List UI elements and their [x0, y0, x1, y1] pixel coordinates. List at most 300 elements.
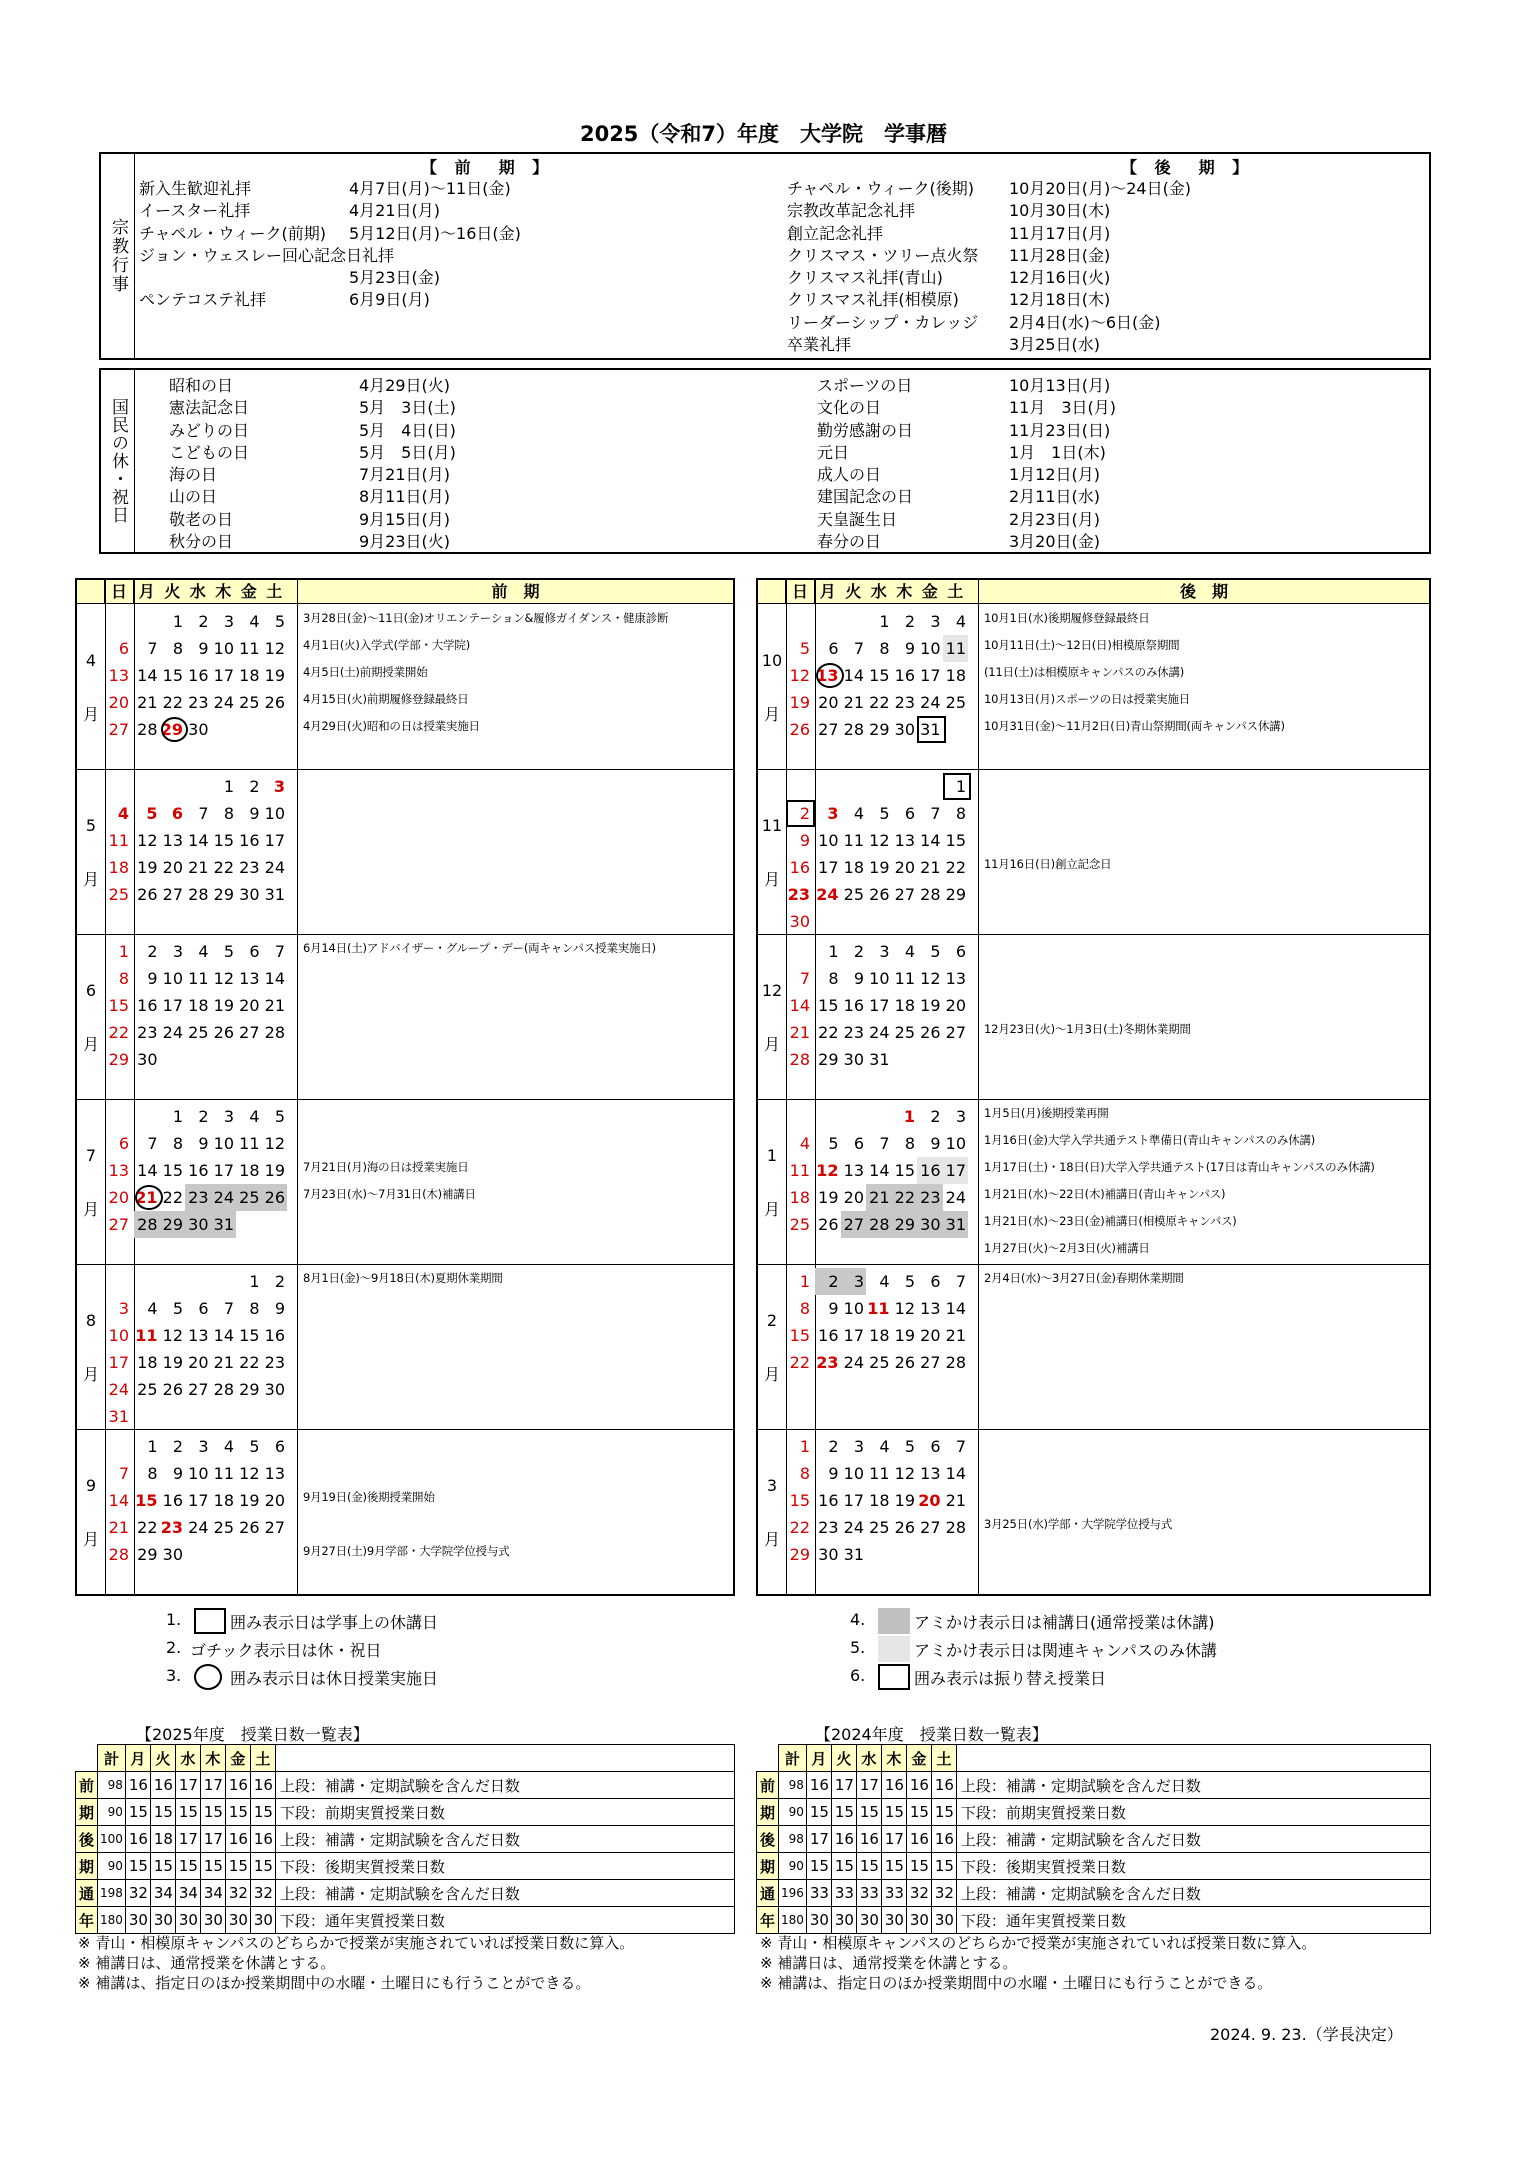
count-row [76, 1907, 735, 1934]
month-divider [758, 1429, 1429, 1430]
count-desc-cell: 上段：補講・定期試験を含んだ日数 [275, 1772, 734, 1799]
day-cell: 11 [789, 1161, 810, 1180]
count-row [76, 1880, 735, 1907]
calendar-note: 11月16日(日)創立記念日 [984, 857, 1112, 871]
count-desc-cell: 下段：後期実質授業日数 [275, 1853, 734, 1880]
weekday-header: 金 [921, 582, 938, 601]
event-name: 元日 [817, 442, 850, 462]
weekday-header: 木 [215, 582, 232, 601]
day-cell: 19 [264, 1161, 285, 1180]
weekday-header: 火 [845, 582, 862, 601]
day-cell: 30 [137, 1050, 158, 1069]
day-cell: 25 [894, 1023, 915, 1042]
count-head-cell: 水 [175, 1745, 200, 1772]
note-col-line [297, 580, 298, 1594]
day-cell: 23 [816, 1353, 839, 1372]
event-name: 昭和の日 [169, 376, 234, 395]
day-cell: 26 [262, 1184, 288, 1211]
event-date: 5月12日(月)～16日(金) [349, 223, 521, 243]
event-row [817, 420, 1116, 442]
day-cell: 2 [198, 1107, 209, 1126]
day-cell: 15 [894, 1161, 915, 1180]
day-cell: 21 [264, 996, 285, 1015]
month-label [77, 1307, 105, 1389]
count-total-cell: 90 [779, 1799, 807, 1826]
religious-label: 宗教行事 [101, 154, 135, 358]
day-cell: 24 [108, 1380, 129, 1399]
day-cell: 1 [172, 612, 183, 631]
day-cell: 14 [137, 1161, 158, 1180]
day-cell: 15 [818, 996, 839, 1015]
month-char: 月 [763, 704, 780, 724]
weekday-header: 月 [138, 582, 155, 601]
day-cell: 24 [816, 885, 839, 904]
day-cell: 15 [789, 1326, 810, 1345]
day-cell: 5 [274, 612, 285, 631]
day-cell: 11 [239, 639, 260, 658]
day-cell: 8 [118, 969, 129, 988]
day-cell: 22 [108, 1023, 129, 1042]
day-cell: 27 [264, 1518, 285, 1537]
footnote: ※ 青山・相模原キャンパスのどちらかで授業が実施されていれば授業日数に算入。 [78, 1934, 635, 1952]
month-label [77, 647, 105, 729]
month-char: 月 [763, 1199, 780, 1219]
day-cell: 31 [108, 1407, 129, 1426]
count-value-cell: 17 [200, 1772, 225, 1799]
day-cell: 4 [799, 1134, 810, 1153]
day-cell: 20 [920, 1326, 941, 1345]
event-name: 山の日 [169, 487, 218, 507]
day-cell: 24 [213, 693, 234, 712]
event-row [817, 464, 1116, 486]
month-char: 月 [82, 1034, 99, 1054]
legend-number: 4. [850, 1610, 866, 1629]
day-cell: 6 [118, 639, 129, 658]
event-date: 6月9日(月) [349, 290, 430, 310]
day-cell: 25 [869, 1518, 890, 1537]
day-cell: 13 [162, 831, 183, 850]
substitute-class-box [786, 800, 815, 827]
event-row [787, 178, 1191, 200]
day-cell: 13 [108, 666, 129, 685]
day-cell: 23 [917, 1184, 943, 1211]
count-value-cell: 17 [806, 1826, 831, 1853]
day-cell: 2 [198, 612, 209, 631]
count-value-cell: 15 [931, 1853, 956, 1880]
day-cell: 20 [162, 858, 183, 877]
count-head-cell: 木 [881, 1745, 906, 1772]
event-row [787, 334, 1191, 356]
month-label [77, 812, 105, 894]
legend-text: ゴチック表示日は休・祝日 [190, 1641, 382, 1660]
day-cell: 27 [920, 1353, 941, 1372]
count-value-cell: 15 [125, 1799, 150, 1826]
day-cell: 8 [828, 969, 839, 988]
day-cell: 1 [249, 1272, 260, 1291]
day-cell: 1 [828, 942, 839, 961]
event-date: 1月 1日(木) [1009, 442, 1106, 462]
count-term-cell: 通 [757, 1880, 779, 1907]
day-cell: 8 [172, 639, 183, 658]
count-desc-head [956, 1745, 1430, 1772]
day-cell: 18 [945, 666, 966, 685]
calendar-note: 7月21日(月)海の日は授業実施日 [303, 1160, 469, 1174]
count-value-cell: 33 [831, 1880, 856, 1907]
day-cell: 8 [799, 1464, 810, 1483]
day-cell: 15 [162, 1161, 183, 1180]
day-cell: 28 [945, 1353, 966, 1372]
day-cell: 21 [866, 1184, 892, 1211]
day-cell: 19 [818, 1188, 839, 1207]
day-cell: 31 [211, 1211, 237, 1238]
day-cell: 14 [188, 831, 209, 850]
day-cell: 5 [879, 804, 890, 823]
day-cell: 22 [213, 858, 234, 877]
count-desc-cell: 上段：補講・定期試験を含んだ日数 [956, 1826, 1430, 1853]
day-cell: 27 [841, 1211, 867, 1238]
day-cell: 10 [108, 1326, 129, 1345]
count-value-cell: 16 [250, 1772, 275, 1799]
day-cell: 7 [147, 639, 158, 658]
day-cell: 9 [147, 969, 158, 988]
second-term-calendar [756, 578, 1431, 1596]
day-cell: 8 [799, 1299, 810, 1318]
event-date: 12月16日(火) [1009, 268, 1111, 288]
footnote: ※ 補講日は、通常授業を休講とする。 [760, 1954, 1018, 1972]
day-cell: 16 [162, 1491, 183, 1510]
day-cell: 24 [843, 1518, 864, 1537]
month-divider [758, 934, 1429, 935]
weekday-header: 土 [266, 582, 283, 601]
day-cell: 23 [894, 693, 915, 712]
event-row [169, 442, 456, 464]
event-name: チャペル・ウィーク(前期) [139, 223, 327, 243]
day-cell: 9 [172, 1464, 183, 1483]
day-cell: 20 [108, 693, 129, 712]
weekday-header: 日 [105, 580, 134, 603]
count-desc-cell: 上段：補講・定期試験を含んだ日数 [956, 1880, 1430, 1907]
day-cell: 9 [198, 639, 209, 658]
count-value-cell: 15 [881, 1853, 906, 1880]
count-desc-cell: 下段：通年実質授業日数 [956, 1907, 1430, 1934]
day-cell: 9 [904, 639, 915, 658]
day-cell: 17 [188, 1491, 209, 1510]
day-cell: 15 [945, 831, 966, 850]
day-cell: 3 [198, 1437, 209, 1456]
count-value-cell: 30 [150, 1907, 175, 1934]
count-desc-cell: 下段：通年実質授業日数 [275, 1907, 734, 1934]
event-name: 憲法記念日 [169, 398, 250, 418]
event-name: 創立記念礼拝 [787, 223, 884, 243]
event-row [169, 397, 456, 419]
day-cell: 3 [827, 804, 839, 823]
day-cell: 9 [274, 1299, 285, 1318]
day-cell: 20 [818, 693, 839, 712]
day-cell: 31 [869, 1050, 890, 1069]
event-date: 8月11日(月) [359, 487, 451, 507]
month-number: 7 [85, 1145, 97, 1165]
day-cell: 20 [918, 1491, 941, 1510]
month-char: 月 [763, 1529, 780, 1549]
count-head-cell: 水 [856, 1745, 881, 1772]
day-cell: 4 [879, 1437, 890, 1456]
event-name: 天皇誕生日 [817, 509, 898, 529]
day-cell: 26 [894, 1518, 915, 1537]
day-cell: 29 [137, 1545, 158, 1564]
day-cell: 12 [920, 969, 941, 988]
holidays-label: 国民の休・祝日 [101, 370, 135, 552]
event-date: 5月 3日(土) [359, 398, 456, 418]
day-cell: 6 [274, 1437, 285, 1456]
month-label [77, 1142, 105, 1224]
event-row [787, 312, 1191, 334]
month-number: 6 [85, 980, 97, 1000]
day-cell: 10 [818, 831, 839, 850]
day-cell: 11 [213, 1464, 234, 1483]
event-row [817, 442, 1116, 464]
legend-swatch [878, 1636, 910, 1662]
legend-number: 6. [850, 1666, 866, 1685]
day-cell: 3 [118, 1299, 129, 1318]
count-value-cell: 17 [831, 1772, 856, 1799]
day-cell: 5 [249, 1437, 260, 1456]
day-cell: 8 [249, 1299, 260, 1318]
day-cell: 22 [818, 1023, 839, 1042]
count-value-cell: 16 [881, 1772, 906, 1799]
day-cell: 8 [879, 639, 890, 658]
count-value-cell: 15 [831, 1799, 856, 1826]
day-cell: 13 [920, 1464, 941, 1483]
calendar-note: 3月25日(水)学部・大学院学位授与式 [984, 1517, 1173, 1531]
day-cell: 23 [239, 858, 260, 877]
count-value-cell: 16 [125, 1826, 150, 1853]
count-value-cell: 15 [931, 1799, 956, 1826]
calendar-note: 1月5日(月)後期授業再開 [984, 1106, 1109, 1120]
day-cell: 8 [223, 804, 234, 823]
count-desc-cell: 下段：前期実質授業日数 [956, 1799, 1430, 1826]
day-cell: 10 [188, 1464, 209, 1483]
event-date: 10月30日(木) [1009, 201, 1111, 221]
day-cell: 31 [264, 885, 285, 904]
count-row [757, 1853, 1431, 1880]
count-term-cell: 期 [757, 1799, 779, 1826]
page-title: 2025（令和7）年度 大学院 学事暦 [579, 122, 948, 146]
day-cell: 1 [118, 942, 129, 961]
day-cell: 27 [108, 1215, 129, 1234]
day-cell: 26 [162, 1380, 183, 1399]
count-value-cell: 33 [856, 1880, 881, 1907]
event-row [169, 531, 456, 553]
day-cell: 13 [843, 1161, 864, 1180]
day-cell: 17 [920, 666, 941, 685]
day-cell: 22 [892, 1184, 918, 1211]
decision-date: 2024. 9. 23.（学長決定） [1210, 2025, 1403, 2044]
day-cell: 17 [943, 1157, 969, 1184]
day-cell: 15 [869, 666, 890, 685]
legend-number: 1. [166, 1610, 182, 1629]
count-value-cell: 16 [906, 1772, 931, 1799]
event-name: クリスマス礼拝(相模原) [787, 290, 959, 310]
day-cell: 28 [188, 885, 209, 904]
month-number: 5 [85, 815, 97, 835]
day-cell: 23 [787, 885, 810, 904]
day-cell: 27 [108, 720, 129, 739]
count-total-cell: 98 [779, 1826, 807, 1853]
event-row [169, 509, 456, 531]
day-cell: 11 [843, 831, 864, 850]
month-number: 10 [761, 650, 783, 670]
event-date: 2月23日(月) [1009, 509, 1101, 529]
count-row [757, 1880, 1431, 1907]
day-cell: 16 [894, 666, 915, 685]
day-cell: 8 [172, 1134, 183, 1153]
day-cell: 29 [213, 885, 234, 904]
day-cell: 22 [162, 693, 183, 712]
count-term-cell: 期 [76, 1799, 98, 1826]
day-cell: 29 [239, 1380, 260, 1399]
day-cell: 21 [789, 1023, 810, 1042]
count-row [76, 1772, 735, 1799]
calendar-note: 8月1日(金)～9月18日(木)夏期休業期間 [303, 1271, 503, 1285]
count-term-cell: 通 [76, 1880, 98, 1907]
day-cell: 17 [818, 858, 839, 877]
event-row [787, 289, 1191, 311]
count-total-cell: 180 [98, 1907, 126, 1934]
event-name: リーダーシップ・カレッジ [787, 312, 979, 332]
day-cell: 2 [249, 777, 260, 796]
count-value-cell: 30 [200, 1907, 225, 1934]
count-value-cell: 33 [881, 1880, 906, 1907]
day-cell: 9 [930, 1134, 941, 1153]
substitute-class-box [943, 773, 972, 800]
day-cell: 6 [198, 1299, 209, 1318]
count-value-cell: 30 [906, 1907, 931, 1934]
calendar-note: 7月23日(水)～7月31日(木)補講日 [303, 1187, 476, 1201]
day-cell: 18 [843, 858, 864, 877]
day-cell: 12 [816, 1161, 839, 1180]
count-value-cell: 34 [175, 1880, 200, 1907]
day-cell: 25 [137, 1380, 158, 1399]
month-char: 月 [763, 1034, 780, 1054]
count-term-cell: 期 [76, 1853, 98, 1880]
event-row [787, 245, 1191, 267]
day-cell: 18 [239, 666, 260, 685]
count-value-cell: 16 [831, 1826, 856, 1853]
day-cell: 15 [162, 666, 183, 685]
day-cell: 26 [869, 885, 890, 904]
event-name: 卒業礼拝 [787, 335, 852, 355]
day-cell: 4 [117, 804, 129, 823]
day-cell: 18 [789, 1188, 810, 1207]
event-row [787, 267, 1191, 289]
day-cell: 24 [188, 1518, 209, 1537]
event-name: スポーツの日 [817, 376, 913, 395]
count-table [75, 1744, 735, 1934]
day-cell: 3 [223, 1107, 234, 1126]
calendar-header [77, 580, 733, 604]
day-cell: 12 [162, 1326, 183, 1345]
count-desc-cell: 下段：後期実質授業日数 [956, 1853, 1430, 1880]
event-row [139, 178, 521, 200]
day-cell: 14 [920, 831, 941, 850]
day-cell: 7 [955, 1437, 966, 1456]
count-row [76, 1853, 735, 1880]
calendar-note: 1月21日(水)～22日(木)補講日(青山キャンパス) [984, 1187, 1226, 1201]
day-cell: 25 [236, 1184, 262, 1211]
day-cell: 18 [239, 1161, 260, 1180]
day-cell: 9 [198, 1134, 209, 1153]
footnote: ※ 青山・相模原キャンパスのどちらかで授業が実施されていれば授業日数に算入。 [760, 1934, 1317, 1952]
day-cell: 29 [108, 1050, 129, 1069]
month-number: 1 [766, 1145, 778, 1165]
count-term-cell: 年 [76, 1907, 98, 1934]
day-cell: 24 [869, 1023, 890, 1042]
day-cell: 13 [188, 1326, 209, 1345]
event-name: チャペル・ウィーク(後期) [787, 179, 975, 198]
month-number: 4 [85, 650, 97, 670]
day-cell: 10 [843, 1464, 864, 1483]
calendar-note: 1月17日(土)・18日(日)大学入学共通テスト(17日は青山キャンパスのみ休講) [984, 1160, 1375, 1174]
event-row [817, 531, 1116, 553]
day-cell: 11 [239, 1134, 260, 1153]
count-corner [757, 1745, 779, 1772]
count-value-cell: 16 [225, 1772, 250, 1799]
day-cell: 3 [955, 1107, 966, 1126]
day-cell: 16 [917, 1157, 943, 1184]
header-spacer [77, 580, 105, 603]
day-cell: 3 [841, 1268, 867, 1295]
day-cell: 7 [223, 1299, 234, 1318]
day-cell: 4 [198, 942, 209, 961]
month-label [758, 1142, 786, 1224]
day-cell: 10 [213, 639, 234, 658]
calendar-note: 10月13日(月)スポーツの日は授業実施日 [984, 692, 1191, 706]
weekday-header: 水 [870, 582, 887, 601]
count-value-cell: 17 [175, 1772, 200, 1799]
day-cell: 30 [185, 1211, 211, 1238]
event-row [139, 267, 521, 289]
event-date: 5月 4日(日) [359, 420, 456, 440]
event-name: ジョン・ウェスレー回心記念日礼拝 [139, 245, 395, 265]
count-head-row [757, 1745, 1431, 1772]
day-cell: 2 [904, 612, 915, 631]
count-2024-title: 【2024年度 授業日数一覧表】 [815, 1725, 1048, 1744]
count-head-cell: 計 [98, 1745, 126, 1772]
month-label [758, 977, 786, 1059]
count-row [757, 1772, 1431, 1799]
calendar-note: 9月27日(土)9月学部・大学院学位授与式 [303, 1544, 510, 1558]
count-value-cell: 30 [931, 1907, 956, 1934]
day-cell: 14 [108, 1491, 129, 1510]
month-label [758, 1472, 786, 1554]
day-cell: 6 [904, 804, 915, 823]
month-label [758, 812, 786, 894]
day-cell: 10 [213, 1134, 234, 1153]
day-cell: 23 [137, 1023, 158, 1042]
count-head-cell: 金 [906, 1745, 931, 1772]
day-cell: 22 [137, 1518, 158, 1537]
event-name: 建国記念の日 [817, 487, 914, 507]
event-date: 7月21日(月) [359, 465, 451, 485]
day-cell: 23 [160, 1518, 183, 1537]
religious-second-list [787, 178, 1191, 356]
count-value-cell: 17 [856, 1772, 881, 1799]
day-cell: 9 [853, 969, 864, 988]
count-value-cell: 16 [125, 1772, 150, 1799]
count-value-cell: 15 [906, 1799, 931, 1826]
footnote: ※ 補講は、指定日のほか授業期間中の水曜・土曜日にも行うことができる。 [760, 1974, 1273, 1992]
event-row [139, 200, 521, 222]
